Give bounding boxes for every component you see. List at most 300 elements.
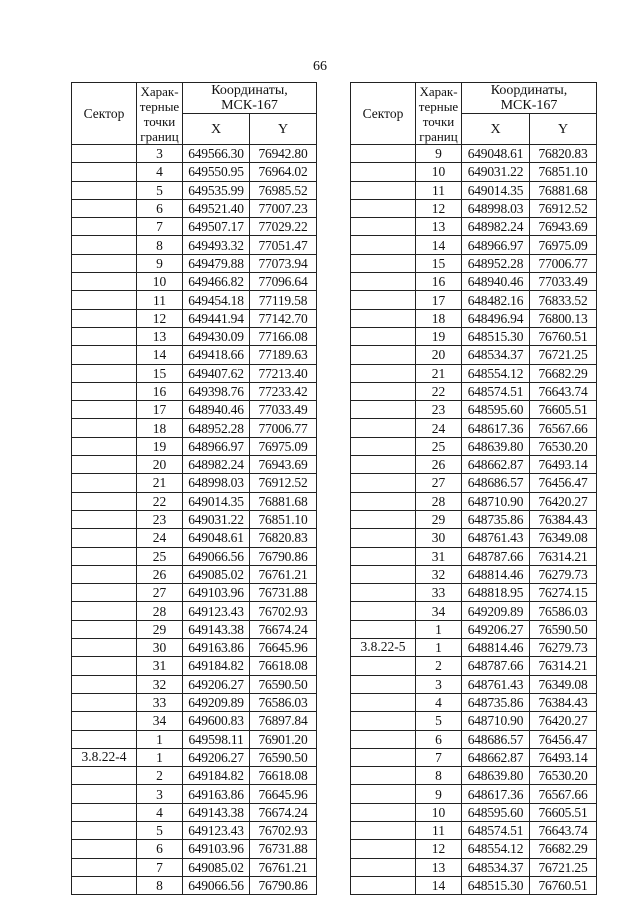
y-coordinate-cell: 76279.73: [530, 639, 597, 657]
table-row: [72, 364, 317, 382]
point-cell: 11: [416, 181, 462, 199]
sector-cell: [72, 346, 137, 364]
point-cell: 13: [416, 218, 462, 236]
y-coordinate-cell: 76790.86: [250, 547, 317, 565]
y-coordinate-cell: 76279.73: [530, 565, 597, 583]
table-row: [351, 785, 597, 803]
point-cell: 9: [416, 145, 462, 163]
table-body-right: [351, 145, 597, 895]
y-coordinate-cell: 77166.08: [250, 327, 317, 345]
point-cell: 17: [137, 401, 183, 419]
point-cell: 32: [416, 565, 462, 583]
table-row: [72, 419, 317, 437]
sector-cell: [72, 382, 137, 400]
y-coordinate-cell: 76897.84: [250, 712, 317, 730]
header-sector: Сектор: [351, 83, 416, 145]
x-coordinate-cell: 649184.82: [183, 657, 250, 675]
y-coordinate-cell: 76943.69: [250, 456, 317, 474]
y-coordinate-cell: 76493.14: [530, 748, 597, 766]
point-cell: 30: [137, 639, 183, 657]
sector-cell: [351, 474, 416, 492]
y-coordinate-cell: 76682.29: [530, 840, 597, 858]
y-coordinate-cell: 77213.40: [250, 364, 317, 382]
point-cell: 22: [416, 382, 462, 400]
point-cell: 20: [416, 346, 462, 364]
sector-cell: [72, 236, 137, 254]
x-coordinate-cell: 648639.80: [462, 767, 530, 785]
point-cell: 3: [137, 785, 183, 803]
sector-cell: [351, 437, 416, 455]
point-cell: 1: [137, 748, 183, 766]
point-cell: 7: [137, 218, 183, 236]
sector-cell: [72, 840, 137, 858]
sector-cell: [351, 401, 416, 419]
coordinates-table-right: [350, 82, 597, 895]
x-coordinate-cell: 648966.97: [183, 437, 250, 455]
point-cell: 28: [137, 602, 183, 620]
x-coordinate-cell: 648710.90: [462, 492, 530, 510]
y-coordinate-cell: 76586.03: [250, 693, 317, 711]
point-cell: 13: [137, 327, 183, 345]
y-coordinate-cell: 76985.52: [250, 181, 317, 199]
x-coordinate-cell: 649143.38: [183, 620, 250, 638]
point-cell: 29: [137, 620, 183, 638]
y-coordinate-cell: 76349.08: [530, 529, 597, 547]
point-cell: 34: [416, 602, 462, 620]
table-row: [72, 547, 317, 565]
y-coordinate-cell: 76702.93: [250, 821, 317, 839]
y-coordinate-cell: 76567.66: [530, 419, 597, 437]
x-coordinate-cell: 649454.18: [183, 291, 250, 309]
point-cell: 21: [137, 474, 183, 492]
sector-cell: [351, 163, 416, 181]
table-row: [351, 693, 597, 711]
x-coordinate-cell: 648761.43: [462, 529, 530, 547]
header-points: Харак- терные точки границ: [416, 83, 462, 145]
sector-cell: [351, 602, 416, 620]
x-coordinate-cell: 649048.61: [462, 145, 530, 163]
table-row: [72, 456, 317, 474]
point-cell: 19: [137, 437, 183, 455]
table-row: [351, 529, 597, 547]
table-row: [72, 327, 317, 345]
sector-cell: 3.8.22-4: [72, 748, 137, 766]
y-coordinate-cell: 77189.63: [250, 346, 317, 364]
point-cell: 26: [416, 456, 462, 474]
table-row: [72, 273, 317, 291]
y-coordinate-cell: 77007.23: [250, 199, 317, 217]
x-coordinate-cell: 649550.95: [183, 163, 250, 181]
x-coordinate-cell: 649085.02: [183, 858, 250, 876]
table-row: [72, 730, 317, 748]
y-coordinate-cell: 76674.24: [250, 803, 317, 821]
y-coordinate-cell: 76456.47: [530, 474, 597, 492]
y-coordinate-cell: 77029.22: [250, 218, 317, 236]
table-row: [72, 199, 317, 217]
point-cell: 12: [137, 309, 183, 327]
point-cell: 30: [416, 529, 462, 547]
sector-cell: [351, 492, 416, 510]
x-coordinate-cell: 649123.43: [183, 821, 250, 839]
y-coordinate-cell: 76493.14: [530, 456, 597, 474]
point-cell: 3: [416, 675, 462, 693]
point-cell: 6: [137, 199, 183, 217]
table-row: [72, 840, 317, 858]
x-coordinate-cell: 648998.03: [462, 199, 530, 217]
x-coordinate-cell: 648818.95: [462, 584, 530, 602]
point-cell: 4: [416, 693, 462, 711]
point-cell: 25: [137, 547, 183, 565]
sector-cell: [72, 163, 137, 181]
table-row: [351, 382, 597, 400]
sector-cell: [72, 730, 137, 748]
x-coordinate-cell: 648662.87: [462, 748, 530, 766]
table-row: [72, 145, 317, 163]
y-coordinate-cell: 76912.52: [250, 474, 317, 492]
y-coordinate-cell: 76912.52: [530, 199, 597, 217]
sector-cell: [351, 218, 416, 236]
x-coordinate-cell: 648940.46: [462, 273, 530, 291]
sector-cell: [72, 712, 137, 730]
x-coordinate-cell: 648686.57: [462, 730, 530, 748]
x-coordinate-cell: 648574.51: [462, 821, 530, 839]
table-row: [351, 803, 597, 821]
y-coordinate-cell: 76721.25: [530, 346, 597, 364]
y-coordinate-cell: 76349.08: [530, 675, 597, 693]
x-coordinate-cell: 648966.97: [462, 236, 530, 254]
sector-cell: [351, 565, 416, 583]
x-coordinate-cell: 649103.96: [183, 840, 250, 858]
y-coordinate-cell: 77233.42: [250, 382, 317, 400]
table-row: [351, 565, 597, 583]
sector-cell: [351, 419, 416, 437]
y-coordinate-cell: 76942.80: [250, 145, 317, 163]
y-coordinate-cell: 77033.49: [530, 273, 597, 291]
y-coordinate-cell: 77096.64: [250, 273, 317, 291]
table-row: [351, 730, 597, 748]
x-coordinate-cell: 649493.32: [183, 236, 250, 254]
point-cell: 16: [416, 273, 462, 291]
x-coordinate-cell: 649418.66: [183, 346, 250, 364]
sector-cell: [72, 639, 137, 657]
point-cell: 4: [137, 163, 183, 181]
y-coordinate-cell: 76761.21: [250, 565, 317, 583]
x-coordinate-cell: 648554.12: [462, 364, 530, 382]
point-cell: 9: [416, 785, 462, 803]
x-coordinate-cell: 648686.57: [462, 474, 530, 492]
point-cell: 26: [137, 565, 183, 583]
table-row: [72, 803, 317, 821]
point-cell: 9: [137, 254, 183, 272]
point-cell: 34: [137, 712, 183, 730]
x-coordinate-cell: 648735.86: [462, 693, 530, 711]
y-coordinate-cell: 76314.21: [530, 657, 597, 675]
x-coordinate-cell: 649209.89: [183, 693, 250, 711]
y-coordinate-cell: 76674.24: [250, 620, 317, 638]
point-cell: 5: [416, 712, 462, 730]
table-row: [72, 876, 317, 894]
header-coordinates: Координаты, МСК-167: [183, 83, 317, 114]
sector-cell: [351, 803, 416, 821]
table-row: [351, 327, 597, 345]
point-cell: 3: [137, 145, 183, 163]
sector-cell: [351, 767, 416, 785]
y-coordinate-cell: 76820.83: [250, 529, 317, 547]
sector-cell: [72, 657, 137, 675]
sector-cell: [351, 327, 416, 345]
y-coordinate-cell: 76643.74: [530, 821, 597, 839]
point-cell: 1: [137, 730, 183, 748]
point-cell: 17: [416, 291, 462, 309]
sector-cell: [72, 547, 137, 565]
x-coordinate-cell: 649600.83: [183, 712, 250, 730]
y-coordinate-cell: 76384.43: [530, 510, 597, 528]
x-coordinate-cell: 648574.51: [462, 382, 530, 400]
table-row: [72, 236, 317, 254]
point-cell: 7: [416, 748, 462, 766]
x-coordinate-cell: 649014.35: [462, 181, 530, 199]
x-coordinate-cell: 648617.36: [462, 419, 530, 437]
sector-cell: [72, 693, 137, 711]
table-row: [72, 602, 317, 620]
x-coordinate-cell: 648952.28: [462, 254, 530, 272]
table-row: [72, 346, 317, 364]
sector-cell: [351, 199, 416, 217]
table-row: [72, 492, 317, 510]
table-row: [351, 199, 597, 217]
sector-cell: [351, 273, 416, 291]
y-coordinate-cell: 76605.51: [530, 803, 597, 821]
y-coordinate-cell: 76567.66: [530, 785, 597, 803]
table-row: [72, 181, 317, 199]
x-coordinate-cell: 649066.56: [183, 547, 250, 565]
point-cell: 5: [137, 821, 183, 839]
x-coordinate-cell: 648710.90: [462, 712, 530, 730]
table-row: [72, 254, 317, 272]
table-row: [351, 584, 597, 602]
table-row: [351, 620, 597, 638]
x-coordinate-cell: 649598.11: [183, 730, 250, 748]
point-cell: 11: [137, 291, 183, 309]
x-coordinate-cell: 648662.87: [462, 456, 530, 474]
sector-cell: [351, 584, 416, 602]
x-coordinate-cell: 648982.24: [462, 218, 530, 236]
point-cell: 24: [416, 419, 462, 437]
table-row: [351, 876, 597, 894]
sector-cell: [351, 309, 416, 327]
sector-cell: [351, 821, 416, 839]
point-cell: 23: [416, 401, 462, 419]
x-coordinate-cell: 648534.37: [462, 858, 530, 876]
point-cell: 1: [416, 639, 462, 657]
table-row: [72, 712, 317, 730]
sector-cell: [72, 456, 137, 474]
x-coordinate-cell: 649566.30: [183, 145, 250, 163]
sector-cell: [72, 218, 137, 236]
sector-cell: [351, 840, 416, 858]
x-coordinate-cell: 648787.66: [462, 547, 530, 565]
y-coordinate-cell: 76901.20: [250, 730, 317, 748]
table-row: [351, 712, 597, 730]
x-coordinate-cell: 648998.03: [183, 474, 250, 492]
x-coordinate-cell: 648982.24: [183, 456, 250, 474]
sector-cell: [72, 327, 137, 345]
sector-cell: [351, 876, 416, 894]
coordinates-table-left: [71, 82, 317, 895]
x-coordinate-cell: 649085.02: [183, 565, 250, 583]
sector-cell: [72, 620, 137, 638]
x-coordinate-cell: 648554.12: [462, 840, 530, 858]
point-cell: 15: [416, 254, 462, 272]
y-coordinate-cell: 76590.50: [250, 675, 317, 693]
table-row: [351, 346, 597, 364]
y-coordinate-cell: 76761.21: [250, 858, 317, 876]
y-coordinate-cell: 76530.20: [530, 767, 597, 785]
x-coordinate-cell: 648595.60: [462, 803, 530, 821]
point-cell: 14: [137, 346, 183, 364]
y-coordinate-cell: 76586.03: [530, 602, 597, 620]
y-coordinate-cell: 76731.88: [250, 584, 317, 602]
y-coordinate-cell: 76643.74: [530, 382, 597, 400]
point-cell: 6: [416, 730, 462, 748]
table-row: [351, 273, 597, 291]
point-cell: 19: [416, 327, 462, 345]
point-cell: 21: [416, 364, 462, 382]
table-row: [72, 437, 317, 455]
sector-cell: [72, 492, 137, 510]
point-cell: 12: [416, 840, 462, 858]
x-coordinate-cell: 649407.62: [183, 364, 250, 382]
sector-cell: [351, 254, 416, 272]
x-coordinate-cell: 648617.36: [462, 785, 530, 803]
sector-cell: [351, 730, 416, 748]
y-coordinate-cell: 76943.69: [530, 218, 597, 236]
table-row: [72, 675, 317, 693]
x-coordinate-cell: 649209.89: [462, 602, 530, 620]
table-row: [351, 821, 597, 839]
sector-cell: [351, 236, 416, 254]
x-coordinate-cell: 649441.94: [183, 309, 250, 327]
point-cell: 31: [416, 547, 462, 565]
sector-cell: [72, 858, 137, 876]
table-row: [351, 401, 597, 419]
table-row: [72, 767, 317, 785]
y-coordinate-cell: 76790.86: [250, 876, 317, 894]
y-coordinate-cell: 77033.49: [250, 401, 317, 419]
sector-cell: [351, 712, 416, 730]
sector-cell: [72, 675, 137, 693]
x-coordinate-cell: 649031.22: [462, 163, 530, 181]
header-x: X: [462, 114, 530, 145]
header-points: Харак- терные точки границ: [137, 83, 183, 145]
table-row: [351, 639, 597, 657]
y-coordinate-cell: 76964.02: [250, 163, 317, 181]
point-cell: 10: [137, 273, 183, 291]
point-cell: 33: [137, 693, 183, 711]
point-cell: 8: [137, 236, 183, 254]
sector-cell: [72, 419, 137, 437]
table-row: [72, 858, 317, 876]
table-row: [72, 657, 317, 675]
sector-cell: [72, 565, 137, 583]
table-row: [72, 382, 317, 400]
y-coordinate-cell: 76530.20: [530, 437, 597, 455]
y-coordinate-cell: 76851.10: [250, 510, 317, 528]
table-row: [351, 675, 597, 693]
header-sector: Сектор: [72, 83, 137, 145]
point-cell: 11: [416, 821, 462, 839]
y-coordinate-cell: 76702.93: [250, 602, 317, 620]
page-number: 66: [313, 59, 327, 74]
sector-cell: [72, 803, 137, 821]
y-coordinate-cell: 77142.70: [250, 309, 317, 327]
table-row: [351, 163, 597, 181]
x-coordinate-cell: 649014.35: [183, 492, 250, 510]
table-row: [351, 456, 597, 474]
point-cell: 29: [416, 510, 462, 528]
point-cell: 18: [137, 419, 183, 437]
table-row: [351, 657, 597, 675]
x-coordinate-cell: 649206.27: [462, 620, 530, 638]
table-row: [351, 181, 597, 199]
x-coordinate-cell: 648515.30: [462, 327, 530, 345]
x-coordinate-cell: 649521.40: [183, 199, 250, 217]
point-cell: 28: [416, 492, 462, 510]
point-cell: 23: [137, 510, 183, 528]
y-coordinate-cell: 76851.10: [530, 163, 597, 181]
x-coordinate-cell: 649206.27: [183, 675, 250, 693]
table-row: [72, 291, 317, 309]
sector-cell: [351, 510, 416, 528]
table-row: [72, 785, 317, 803]
x-coordinate-cell: 649163.86: [183, 785, 250, 803]
y-coordinate-cell: 76618.08: [250, 657, 317, 675]
point-cell: 25: [416, 437, 462, 455]
y-coordinate-cell: 76605.51: [530, 401, 597, 419]
point-cell: 32: [137, 675, 183, 693]
y-coordinate-cell: 76760.51: [530, 876, 597, 894]
y-coordinate-cell: 76975.09: [530, 236, 597, 254]
y-coordinate-cell: 76618.08: [250, 767, 317, 785]
y-coordinate-cell: 77006.77: [530, 254, 597, 272]
table-row: [351, 547, 597, 565]
table-row: [351, 309, 597, 327]
sector-cell: [72, 510, 137, 528]
table-row: [351, 236, 597, 254]
header-coordinates: Координаты, МСК-167: [462, 83, 597, 114]
point-cell: 27: [416, 474, 462, 492]
x-coordinate-cell: 649163.86: [183, 639, 250, 657]
y-coordinate-cell: 77119.58: [250, 291, 317, 309]
x-coordinate-cell: 649143.38: [183, 803, 250, 821]
point-cell: 4: [137, 803, 183, 821]
sector-cell: [351, 382, 416, 400]
x-coordinate-cell: 648639.80: [462, 437, 530, 455]
table-row: [72, 821, 317, 839]
point-cell: 8: [137, 876, 183, 894]
point-cell: 6: [137, 840, 183, 858]
x-coordinate-cell: 648515.30: [462, 876, 530, 894]
table-row: [351, 474, 597, 492]
sector-cell: [351, 675, 416, 693]
table-row: [351, 291, 597, 309]
y-coordinate-cell: 77051.47: [250, 236, 317, 254]
header-y: Y: [530, 114, 597, 145]
y-coordinate-cell: 76645.96: [250, 785, 317, 803]
sector-cell: [72, 199, 137, 217]
table-row: [72, 474, 317, 492]
point-cell: 27: [137, 584, 183, 602]
